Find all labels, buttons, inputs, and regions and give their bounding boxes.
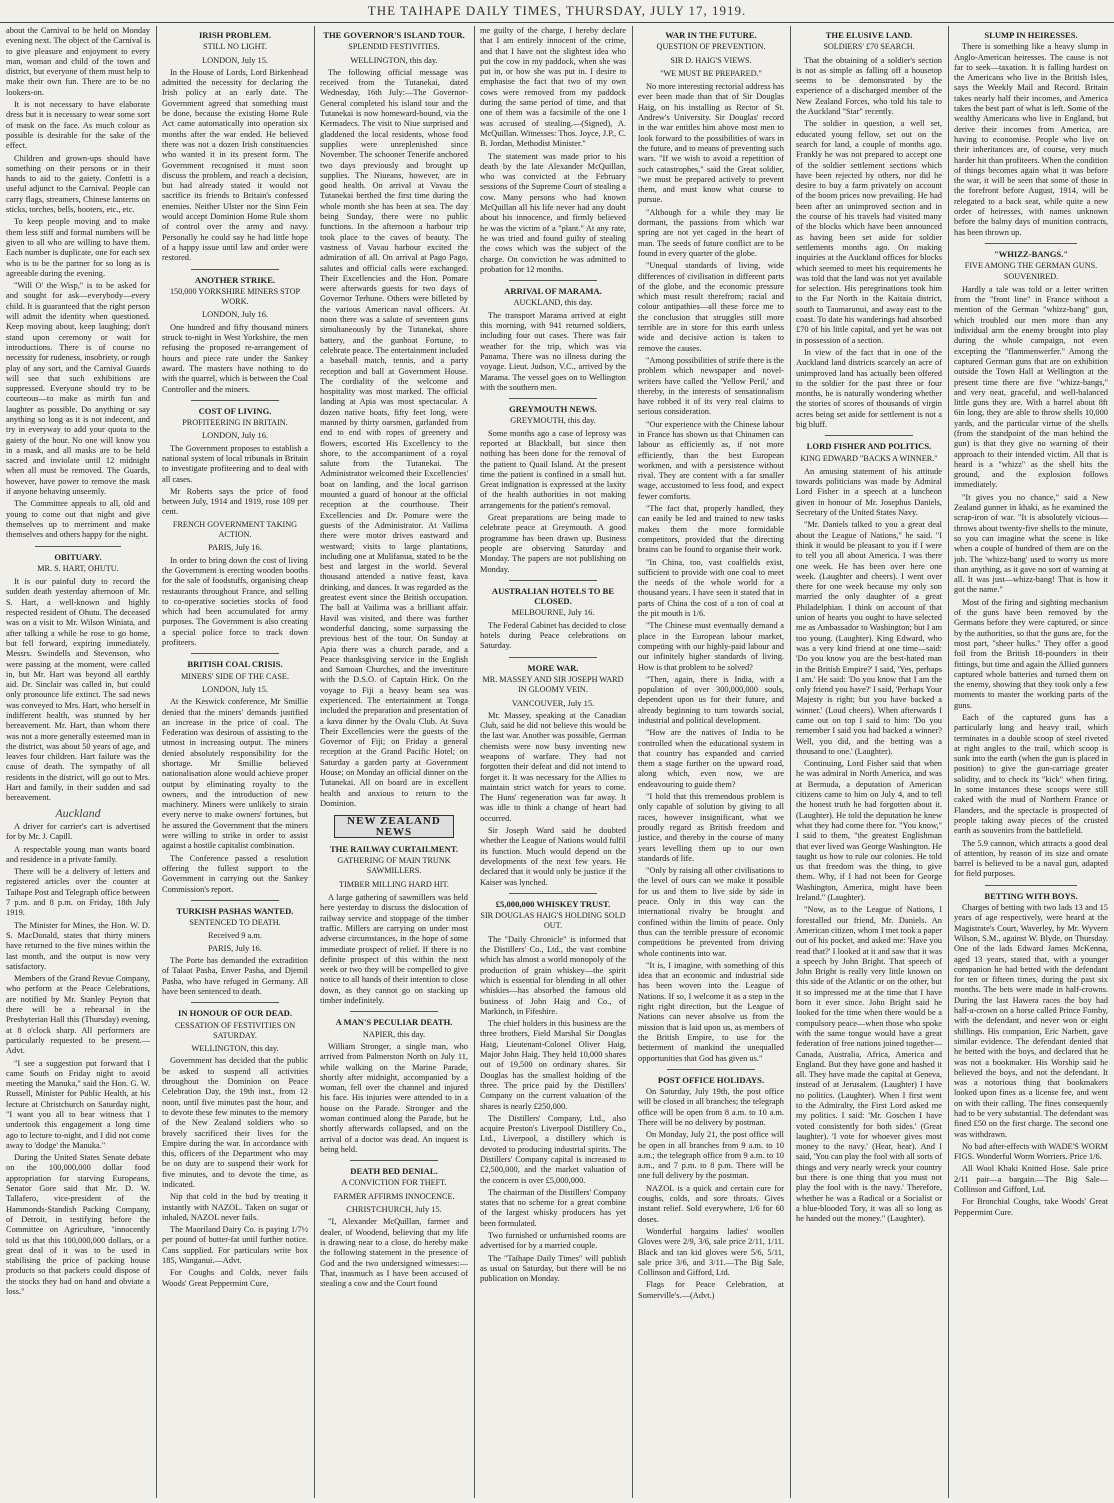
article-divider: [509, 398, 597, 399]
paragraph: Mr Roberts says the price of food between July, 1914 and 1919, rose 109 per cent.: [162, 486, 308, 517]
headline: "WHIZZ-BANGS.": [993, 248, 1069, 259]
paragraph: A large gathering of sawmillers was held here yesterday to discuss the dislocation of railway service and stoppage of the timber traffic. Millers are carrying on under most adverse circumstances, in the hope of some immediate prospect of relief. If there is no definite prospect of this within the next week or two they will be compelled to give notice to all hands of their intention to close down, as they cannot go on stacking up timber indefinitely.: [320, 893, 468, 1006]
advertisement: The "Taihape Daily Times" will publish as usual on Saturday, but there will be no publication on Monday.: [480, 1253, 626, 1284]
subheadline: MINERS' SIDE OF THE CASE.: [180, 671, 289, 681]
advertisement: Members of the Grand Revue Company, who perform at the Peace Celebrations, are notified by Mr. Stanley Peyton that there will be a rehearsal in the Presbyterian Hall this (Thursday) evening, at 8 o'clock sharp. All performers are particularly requested to be present.—Advt.: [6, 974, 150, 1056]
dateline: PARIS, July 16.: [208, 943, 262, 953]
paragraph: Mr. Massey, speaking at the Canadian Club, said he did not believe this would be the last war. Another was possible, German chemists were now busy inventing new weapons of warfare. They had not forgotten their defeat and did not intend to forget it. It was necessary for the Allies to maintain strict watch for years to come. The Huns' regeneration was far away. It was idle to think a change of heart had occurred.: [480, 710, 626, 823]
column-rule: [314, 26, 315, 1498]
subheadline: SIR DOUGLAS HAIG'S HOLDING SOLD OUT.: [480, 911, 626, 931]
masthead: THE TAIHAPE DAILY TIMES, THURSDAY, JULY 17, 1919.: [0, 0, 1114, 23]
paragraph: Government has decided that the public be asked to suspend all activities throughout the Dominion on Peace Celebration Day, the 19th inst., from 12 noon, until five minutes past the hour, and to devote these few minutes to the memory of the New Zealand soldiers who so bravely sacrificed their lives for the Empire during the war. In accordance with this, officers of the Department who may be on duty are to suspend their work for five minutes, and to devote the time, as indicated.: [162, 1056, 308, 1189]
subheadline: "WE MUST BE PREPARED.": [660, 68, 762, 78]
subheadline: QUESTION OF PREVENTION.: [656, 42, 766, 52]
subheadline: MR. S. HART, OHUTU.: [37, 563, 119, 573]
advertisement: No bad after-effects with WADE'S WORM FIGS. Wonderful Worm Worriers. Price 1/6.: [954, 1141, 1108, 1162]
column-rule: [948, 26, 949, 1498]
dateline: CHRISTCHURCH, July 15.: [346, 1205, 442, 1215]
advertisement: A respectable young man wants board and residence in a private family.: [6, 844, 150, 864]
subheadline: FRENCH GOVERNMENT TAKING ACTION.: [172, 519, 298, 540]
paragraph: "I hold that this tremendous problem is only capable of solution by giving to all races, however insignificant, what we proudly regard as British freedom and justice, and thereby in the course of many years levelling them up to our own standards of life.: [638, 792, 784, 863]
paragraph: Some months ago a case of leprosy was reported at Blackball, but since then nothing has been done for the removal of the patient to Quail Island. At the present time the patient is confined in a small hut. Great indignation is expressed at the laxity of the health authorities in not making arrangements for the patient's removal.: [480, 428, 626, 510]
subheadline: TIMBER MILLING HARD HIT.: [339, 879, 449, 889]
paragraph: "It is, I imagine, with something of this idea that an economic and industrial side has been woven into the League of Nations. If so, I welcome it as a step in the right right direction, but the League of Nations can never absolve us from the mission that is laid upon us, as members of the British Empire, to use for the betterment of mankind the unequalled opportunities that God has given us.": [638, 960, 784, 1063]
headline: BRITISH COAL CRISIS.: [187, 659, 283, 670]
column-rule: [790, 26, 791, 1498]
advertisement: NAZOL is a quick and certain cure for coughs, colds, and sore throats. Gives instant relief. Sold everywhere, 1/6 for 60 doses.: [638, 1183, 784, 1224]
advertisement: For Bronchial Coughs, take Woods' Great Peppermint Cure.: [954, 1197, 1108, 1217]
paragraph: "Now, as to the League of Nations, I forestalled our friend, Mr. Daniels. An American citizen, whom I met took a paper out of his pocket, and asked me: 'Have you read that?' I looked at it and saw that it was a speech by John Bright. That speech of John Bright is really very little known on this side of the Atlantic or on the other, but it so impressed me at the time that I have born it ever since. John Bright said he looked for the time when there would be a compulsory peace—when those who spoke with the same tongue would have a great federation of free nations joined together—Canada, Australia, Africa, America and England. But they have gone and hashed it all. They have made the capital at Geneva, instead of at Jerusalem. (Laughter) I have no politics. (Laughter). When I first went to the Admiralty, the First Lord asked me my politics. I said: 'Mr. Goschen I have voted consistently for both sides.' (Great laughter). 'I vote for whoever gives most money to the navy.' (Hear, hear). And I said, 'You can play the fool with all sorts of things and very nearly wreck your country but there is one thing that you must not play the fool with is the navy.' Therefore, whether he was a Radical or a Socialist or a blue-blooded Tory, it was all so long as he handed out the money." (Laughter).: [796, 905, 942, 1224]
subheadline: SENTENCED TO DEATH.: [189, 918, 281, 928]
headline: MORE WAR.: [527, 662, 579, 673]
headline: ANOTHER STRIKE.: [194, 274, 276, 285]
paragraph: Charges of betting with two lads 13 and 15 years of age respectively, were heard at the Magistrate's Court, Waverley, by Mr. Wyvern Wilson, S.M., against W. Blyde, on Thursday. One of the lads Edward James McKenna, aged 13 years, stated that, with a younger companion he had betted with the defendant for ten or fifteen times, during the past six months. The bets were made in half-crowns. During the last Hawera races the boy had half-a-crown on a horse called Prince Fomby, with the defendant, and never won or eight shillings. His companion, Eric Narbett, gave similar evidence. The defendant denied that he betted with the boys, and declared that he was not a bookmaker. His Worship said he believed the boys, and not the defendant. It was a notorious thing that bookmakers looked upon fines as a license fee, and went on with their calling. The fines consequently had to be very substantial. The defendant was fined £50 on the first charge. The second one was withdrawn.: [954, 903, 1108, 1139]
paragraph: about the Carnival to be held on Monday evening next. The object of the Carnival is to give pleasure and enjoyment to every man, woman and child of the town and district, but everyone of them must help to make their own fun. There are to be no lookers-on.: [6, 26, 150, 97]
article-divider: [985, 243, 1077, 244]
paragraph: Most of the firing and sighting mechanism of the guns have been removed by the Germans before they were captured, or since by the authorities, so that the guns are, for the most part, "sheer hulks." They offer a good foil from the British 18-pounders in their fittings, but time and again the Allied gunners captured whole batteries and turned them on the enemy, showing that they took only a few moments to master the working parts of the guns.: [954, 597, 1108, 710]
paragraph: "I, Alexander McQuillan, farmer and dealer, of Woodend, believing that my life is drawing near to a close, do hereby make the following statement in the presence of God and the two undersigned witnesses:—That, inasmuch as I have been accused of stealing a cow and the Court found: [320, 1217, 468, 1289]
headline: LORD FISHER AND POLITICS.: [806, 441, 932, 452]
paragraph: That the obtaining of a soldier's section is not as simple as falling off a housetop seems to be demonstrated by the experience of a discharged member of the New Zealand Forces, who told his tale to the Auckland "Star" recently.: [796, 55, 942, 117]
column-5: [636, 26, 786, 1498]
advertisement: "I see a suggestion put forward that I came South on Friday night to avoid meeting the Manuka," said the Hon. G. W. Russell, Minister for Public Health, at his lecture at Christchurch on Saturday night, "I want you all to bear witness that I undertook this engagement a long time ago to lecture to-night, and I did not come away to 'dodge' the Manuka.": [6, 1058, 150, 1150]
headline: IN HONOUR OF OUR DEAD.: [177, 1008, 293, 1019]
dateline: VANCOUVER, July 15.: [511, 698, 595, 708]
advertisement: Nip that cold in the bud by treating it instantly with NAZOL. Taken on sugar or inhaled, NAZOL never fails.: [162, 1192, 308, 1222]
advertisement: There will be a delivery of letters and registered articles over the counter at Taihape Post and Telegraph office between 7 p.m. and 8 p.m. on Friday, 18th July 1919.: [6, 867, 150, 918]
advertisement: Two furnished or unfurnished rooms are advertised for by a married couple.: [480, 1231, 626, 1251]
dateline: NAPIER, this day.: [362, 1029, 426, 1039]
paragraph: To keep people moving and to make them less stiff and formal numbers will be given to all who are willing to have them. Each number is duplicate, one for each sex who is to be the partner for so long as is agreeable during the evening.: [6, 217, 150, 278]
article-divider: [191, 1002, 279, 1003]
article-divider: [985, 885, 1077, 886]
dateline: AUCKLAND, this day.: [513, 298, 593, 308]
paragraph: The Conference passed a resolution offering the fullest support to the Government in carrying out the Sankey Commission's report.: [162, 853, 308, 894]
article-divider: [509, 280, 597, 281]
headline: WAR IN THE FUTURE.: [665, 30, 757, 40]
subheadline: SPLENDID FESTIVITIES.: [348, 42, 440, 52]
advertisement: Flags for Peace Celebration, at Somerville's.—(Advt.): [638, 1280, 784, 1300]
headline: BETTING WITH BOYS.: [984, 890, 1078, 901]
column-3: [318, 26, 470, 1498]
headline: THE GOVERNOR'S ISLAND TOUR.: [323, 30, 465, 40]
paragraph: "Although for a while they may lie dormant, the passions from which war spring are not yet caged in the heart of man. The seeds of future conflict are to be found in every quarter of the globe.: [638, 207, 784, 258]
section-banner: NEW ZEALAND NEWS: [334, 815, 454, 838]
paragraph: "Among possibilities of strife there is the problem which newspaper and novel-writers have called the 'Yellow Peril,' and thereby, in the interests of sensationalism have robbed it of its very real claims to serious consideration.: [638, 355, 784, 417]
paragraph: An amusing statement of his attitude towards politicians was made by Admiral Lord Fisher in a speech at a luncheon given in honour of Mr. Josephus Daniels, Secretary of the United States Navy.: [796, 466, 942, 518]
subheadline: SIR D. HAIG'S VIEWS.: [670, 55, 752, 65]
paragraph: The soldier in question, a well set, educated young fellow, set out on the search for land, a couple of months ago. Frankly he was not prepared to accept one of the soldier settlement sections which have been rejected by others, nor did he desire to buy a farm privately on account of the boom prices now prevailing. He had been after an unimproved section and in the course of his travels had visited many of the blocks which have been announced as having been set aside for soldier settlements months ago. On making inquiries at the Auckland offices for blocks which seemed to meet his requirements he was told that the land was not yet available for selection. His peregrinations took him to the Far North in the Kaitaia district, south to Taumarunui, and away east to the coast. To date his wanderings had absorbed £70 of his little capital, and yet he was not in possession of a section.: [796, 119, 942, 345]
headline: OBITUARY.: [54, 551, 102, 562]
paragraph: There is something like a heavy slump in Anglo-American heiresses. The cause is not far to seek—taxation. It is falling hardest on the Americans who live in the British Isles, says the Weekly Mail and Record. Britain takes nearly half their incomes, and America takes the best part of what is left. Some of the wealthy Americans who live in England, but derive their incomes from America, are having to economise. People who live on their inheritances are, of course, very much harder hit than profiteers. When the condition of things becomes again what it was before the war, it will be seen that some of those in the forefront before August, 1914, will be relegated to a back seat, while quite a new order of heiresses, with names unknown before the balmy days of munition contracts, has been thrown up.: [954, 42, 1108, 237]
article-divider: [509, 657, 597, 658]
advertisement: Wonderful bargains ladies' woollen Gloves were 2/9, 3/6, sale price 2/11, 1/11. Black and tan kid gloves were 5/6, 5/11, sale price 3/6, and 3/11.—The Big Sale, Collinson and Gifford, Ltd.: [638, 1226, 784, 1278]
paragraph: "The fact that, properly handled, they can easily be led and trained to new tasks makes them the more formidable competitors, provided that the directing brains can be found to organise their work.: [638, 504, 784, 555]
column-2: [160, 26, 310, 1498]
subheadline: PROFITEERING IN BRITAIN.: [182, 418, 288, 428]
advertisement: For Coughs and Colds, never fails Woods' Great Peppermint Cure,: [162, 1268, 308, 1288]
paragraph: me guilty of the charge, I hereby declare that I am entirely innocent of the crime, and that I have not the slightest idea who put the cow in my paddock, when she was put in, or how she was put in. I desire to emphasise the fact that two of my own cows were removed from my paddock during the same period of time, and that one of them was a facsimile of the one I was accused of stealing.—(Signed), A. McQuillan. Witnesses: Thos. Joyce, J.P., C. B. Jordan, Methodist Minister.": [480, 26, 626, 149]
paragraph: "In China, too, vast coalfields exist, sufficient to provide with one coal to meet the needs of the whole world for a thousand years. I have seen it stated that in parts of China the cost of a ton of coal at the pit mouth is 1/6.: [638, 557, 784, 619]
headline: GREYMOUTH NEWS.: [509, 404, 597, 415]
article-divider: [509, 580, 597, 581]
paragraph: The Federal Cabinet has decided to close hotels during Peace celebrations on Saturday.: [480, 620, 626, 651]
paragraph: The Government proposes to establish a national system of local tribunals in Britain to investigate profiteering and to deal with all cases.: [162, 443, 308, 484]
subheadline: SOLDIERS' £70 SEARCH.: [823, 42, 915, 52]
article-divider: [35, 546, 121, 547]
paragraph: The following official message was received from the Tutanekai, dated Wednesday, 16th July:—The Governor-General completed his island tour and the Tutanekai is now homeward-bound, via the Kermadecs. The visit to Niue surprised and gladdened the local residents, whose food supplies were unreplenished since November. The schooner Tenerife anchored two days previously and brought up supplies. The Niueans, however, are in good health. On arrival at Vavau the Tutanekai berthed the first time during the whole month she has been at sea. The day being Sunday, there were no public functions. In the afternoon a harbour trip took place to the caves of beauty. The vastness of Vavau harbour excited the admiration of all. On arrival at Pago Pago, salutes and official calls were exchanged. Their Excellencies and the Hon. Pomare were afterwards guests for two days of Governor Terhune. Others were billeted by the various American naval officers. At noon there was a salute of seventeen guns simultaneously by the Tutanekai, shore battery, and the gunboat Fortune, to celebrate peace. The entertainment included a baseball match, tennis, and a party reception and ball at Government House. The cordiality of the welcome and hospitality was most marked. The official landing at Apia was most spectacular. A dozen native boats, fifty feet long, were manned by thirty oarsmen, garlanded from end to end with ropes of greenery and flowers, escorted His Excellency to the shore, to the accompaniment of a royal salute from the Tutanekai. The Administrator welcomed their Excellencies' boat on landing, and the local garrison mounted a guard of honour at the official reception at the courthouse. Their Excellencies and Dr. Pomare were the guests of the Administrator. At Vailima there were motor drives eastward and westward; visits to large plantations, including one at Mulifanua, stated to be the best and largest in the world. Several thousand attended a native feast, kava drinking, and dances. It was regarded as the greatest event since the British occupation. The ball at Vailima was a brilliant affair. Havil was visited, and there was further wonderful dancing, some surpassing the previous best of the tour. On Sunday at Apia there was a church parade, and a Peace thanksgiving service in the English and Samoan Churches, and the investiture with the D.S.O. of Captain Hick. On the voyage to Fiji a heavy beam sea was experienced. The entertainment at Tonga included the preparation and presentation of a kava dinner by the Ovalu Club. At Suva Their Excellencies were the guests of the Governor of Fiji; on Friday a general reception at the Grand Pacific Hotel; on Saturday a garden party at Government House; on Monday an official dinner on the Tutanekai. All on board are in excellent health and anxious to return to the Dominion.: [320, 67, 468, 808]
subheadline: CESSATION OF FESTIVITIES ON SATURDAY.: [174, 1020, 296, 1040]
advertisement: All Wool Khaki Knitted Hose. Sale price 2/11 pair—a bargain.—The Big Sale—Collinson and Gifford, Ltd.: [954, 1164, 1108, 1195]
paragraph: William Stronger, a single man, who arrived from Palmerston North on July 11, while walking on the Marine Parade, shortly after midnight, accompanied by a woman, fell over the channel and injured his face. His injuries were attended to in a house on the Parade. Stronger and the woman continued along the Parade, but he shortly afterwards collapsed, and on the arrival of a doctor was dead. An inquest is being held.: [320, 1041, 468, 1154]
paragraph: The transport Marama arrived at eight this morning, with 941 returned soldiers, including four out cases. There was fair weather for the trip, which was via Panama. There was no illness during the voyage. Lieut. Judson, V.C., arrived by the Marama. The vessel goes on to Wellington with the southern men.: [480, 310, 626, 392]
dateline: MELBOURNE, July 16.: [511, 608, 595, 618]
headline: COST OF LIVING.: [198, 405, 272, 416]
dateline: WELLINGTON, this day.: [350, 55, 438, 65]
headline: THE RAILWAY CURTAILMENT.: [329, 843, 459, 854]
dateline: Received 9 a.m.: [208, 931, 262, 941]
headline: DEATH BED DENIAL.: [350, 1166, 438, 1177]
paragraph: No more interesting rectorial address has ever been made than that of Sir Douglas Haig, on his installing as Rector of St. Andrew's University. Sir Douglas' record in the war entitles him above most men to look forward to the possibilities of wars in the future, and to means of preventing such wars. "If we wish to avoid a repetition of such catastrophes," said the Great soldier, "we must be prepared actively to prevent them, and must know what course to pursue.: [638, 82, 784, 205]
headline: IRISH PROBLEM.: [198, 30, 272, 40]
paragraph: "It gives you no chance," said a New Zealand gunner in khaki, as he examined the scrap-iron of war. "It is absolutely vicious—throws about twenty-five shells to the minute, so you can imagine what the scene is like when a couple of hundred of them are on the job. The 'whizz-bang' used to worry us more than anything, as it gave no sort of warning at all. It was just—whizz-bang! That is how it got the name.": [954, 492, 1108, 595]
column-rule: [632, 26, 633, 1498]
column-rule: [156, 26, 157, 1498]
advertisement: A driver for carrier's cart is advertised for by Mr. J. Capill.: [6, 821, 150, 842]
paragraph: In the House of Lords, Lord Birkenhead admitted the necessity for declaring the Irish policy at an early date. The Government agreed that something must be done, because the existing Home Rule Act came automatically into operation six months after the war ended. He believed there was not a dozen Irish constituencies who wanted it in its present form. The Government recognised it must soon discuss the problem, and reach a decision, but had already stated it would not sacrifice its friends to Britain's confessed enemies. Neither Ulster nor the Sinn Fein would accept Dominion Home Rule shorn of control over the army and navy. Personally he could say he had little hope of a happy issue until law and order were restored.: [162, 67, 308, 263]
paragraph: On Monday, July 21, the post office will be open in all branches from 9 a.m. to 10 a.m.; the telegraph office from 9 a.m. to 10 a.m., and 7 p.m. to 8 p.m. There will be one full delivery by the postman.: [638, 1130, 784, 1181]
headline: POST OFFICE HOLIDAYS.: [657, 1074, 765, 1085]
column-4: [478, 26, 628, 1498]
subheadline: 150,000 YORKSHIRE MINERS STOP WORK.: [169, 286, 301, 307]
paragraph: "Then, again, there is India, with a population of over 300,000,000 souls, dependent upon us for their future, and already beginning to turn towards social, industrial and political development.: [638, 674, 784, 725]
paragraph: The chairman of the Distillers' Company states that no scheme for a great combine of the largest whisky producers has yet been formulated.: [480, 1187, 626, 1228]
handwritten-mark: Auckland: [55, 805, 101, 820]
dateline: LONDON, July 16.: [201, 310, 269, 320]
dateline: GREYMOUTH, this day.: [510, 416, 596, 426]
subheadline: A CONVICTION FOR THEFT.: [341, 1178, 447, 1188]
article-divider: [825, 435, 913, 436]
article-divider: [509, 893, 597, 894]
column-1: [4, 26, 152, 1498]
subheadline: KING EDWARD "BACKS A WINNER.": [800, 453, 938, 463]
dateline: PARIS, July 16.: [208, 543, 262, 553]
subheadline: FARMER AFFIRMS INNOCENCE.: [333, 1191, 455, 1201]
paragraph: The "Daily Chronicle" is informed that the Distillers' Co., Ltd., the vast combine which has almost a world monopoly of the production of grain whiskey—the spirit which is essential for blending in all other whiskies—has absorbed the famous old business of John Haig and Co., of Markinch, in Fifeshire.: [480, 934, 626, 1016]
paragraph: The Porte has demanded the extradition of Talaat Pasha, Enver Pasha, and Djemil Pasha, who have refuged in Germany. All have been sentenced to death.: [162, 956, 308, 996]
headline: TURKISH PASHAS WANTED.: [176, 905, 294, 916]
subheadline: MR. MASSEY AND SIR JOSEPH WARD IN GLOOMY VEIN.: [482, 674, 624, 695]
paragraph: "Mr. Daniels talked to you a great deal about the League of Nations," he said. "I think it would be pleasant to you if I were to tell you all about America. I was there one week. He has been over here one week. (Laughter and cheers). I went over there for one week because my only son married the only daughter of a great Philadelphian. I think on account of that union of hearts you ought to have selected me as Ambassador to Washington; but I am too young. (Laughter). King Edward, who was a very kind friend at one time—said: 'Do you know you are the best-hated man in the British Empire?' I said, 'Yes, perhaps I am.' He said: 'Do you know that I am the only friend you have?' I said, 'Perhaps Your Majesty is right; but you have backed a winner.' (Loud cheers). When afterwards I came out on top I said to him: 'Do you remember I said you had backed a winner? Well, you did, and the betting was a thousand to one.' (Laughter).: [796, 520, 942, 756]
paragraph: "Only by raising all other civilisations to the level of ours can we make it possible for us and them to live side by side in peace. Only in this way can the international rivalry be brought and confined within the limits of peace. Only thus can the terrible pressure of economic competitions be prevented from driving whole continents into war.: [638, 866, 784, 958]
paragraph: Continuing, Lord Fisher said that when he was admiral in North America, and was at Bermuda, a deputation of American citizens came to him on July 4, and to tell the honest truth he had forgotten about it. (Laughter). He told the deputation he knew what they had come there for. "You know," I said to them, "the greatest Englishman that ever lived was George Washington. He taught us how to rule our colonies. He told us that freedom was the thing, to give them. Why, if I had not been for George Washington, America, might have been Ireland." (Laughter).: [796, 759, 942, 903]
article-divider: [191, 400, 279, 401]
headline: A MAN'S PECULIAR DEATH.: [335, 1017, 453, 1028]
column-7: [952, 26, 1110, 1498]
advertisement: The Maoriland Dairy Co. is paying 1/7½ per pound of butter-fat until further notice. Cans supplied. For particulars write box 185, Wanganui.—Advt.: [162, 1225, 308, 1266]
advertisement: The Minister for Mines, the Hon. W. D. S. MacDonald, states that thirty miners have returned to the five mines within the last month, and the output is now very satisfactory.: [6, 920, 150, 971]
paragraph: Each of the captured guns has a particularly long and heavy trail, which terminates in a double scoop of steel riveted at right angles to the trail, which scoop is sunk into the earth (when the gun is placed in position) to give the gun-carriage greater solidity, and to check its "kick" when firing. In some instances these scoops were still caked with the mud of Northern France or Flanders, and the spectacle is prospected of people taking away pieces of the crusted earth as souvenirs from the battlefield.: [954, 713, 1108, 836]
article-divider: [191, 269, 279, 270]
paragraph: The statement was made prior to his death by the late Alexander McQuillan, who was convicted at the February sessions of the Supreme Court of stealing a cow. Many persons who had known McQuillan all his life never had any doubt about his innocence, and firmly believed he was the victim of a "plant." At any rate, he was tried and found guilty of stealing the cows which was the subject of the charge. On conviction he was admitted to probation for 12 months.: [480, 151, 626, 274]
paragraph: "The Chinese must eventually demand a place in the European labour market, competing with our highly-paid labour and our infinitely higher standards of living. How is that problem to be solved?: [638, 621, 784, 672]
paragraph: It is not necessary to have elaborate dress but it is necessary to wear some sort of mask on the face. As much colour as possible is desirable for the sake of the effect.: [6, 100, 150, 151]
headline: £5,000,000 WHISKEY TRUST.: [495, 898, 611, 909]
headline: SLUMP IN HEIRESSES.: [984, 30, 1078, 40]
paragraph: It is our painful duty to record the sudden death yesterday afternoon of Mr. S. Hart, a well-known and highly respected resident of Ohutu. The deceased was on a visit to Mr. Wilson Winiata, and after talking a while he rose to go home, but fell forward, expiring immediately. Messrs. Swindells and Stevenson, who were passing at the moment, were called in, but Mr. Hart was beyond all earthly aid. Dr. Sinclair was called in, but could only pronounce life extinct. The sad news was conveyed to Mrs. Hart, who herself in indifferent health, was stunned by her bereavement. Mr. Hart, than whom there was not a more generally esteemed man in the district, was about 50 years of age, and leaves four children. Hart failure was the cause of death. The sympathy of all residents in the district, will go out to Mrs. Hart and family, in their sudden and sad bereavement.: [6, 577, 150, 803]
paragraph: "Will O' the Wisp," is to be asked for and sought for ask—everybody—every child. It is guaranteed that the right person will admit the identity when questioned. Keep moving about, keep laughing; don't stand upon ceremony or wait for introductions. There is of course no necessity for rudeness, insobriety, or rough play of any sort, and the Carnival Guards will see that such exhibitions are suppressed. Everyone should try to be courteous—to make as mirth fun and laughter as possible. Do anything or say anything so long as it is not indecent, and try in everyway to add your quota to the gaiety of the hour. No one will know you in a mask, and all masks are to be held sacred and inviolate until 12 midnight when all must be removed. The Guards, however, have power to remove the mask if anyone behaving unseemly.: [6, 281, 150, 497]
paragraph: On Saturday, July 19th, the post office will be closed in all branches; the telegraph office will be open from 8 a.m. to 10 a.m. There will be no delivery by postman.: [638, 1087, 784, 1127]
article-divider: [191, 900, 279, 901]
headline: AUSTRALIAN HOTELS TO BE CLOSED.: [491, 585, 615, 607]
headline: THE ELUSIVE LAND.: [825, 30, 913, 40]
paragraph: "Our experience with the Chinese labour in France has shown us that Chinamen can labour as efficiently as, if not more efficiently, than the best European workmen, and with a persistence without rival. They are content with a far smaller wage, accustomed to less food, and expect fewer comforts.: [638, 419, 784, 501]
paragraph: In order to bring down the cost of living the Government is erecting wooden booths for the sale of foodstuffs, organising cheap restaurants throughout France, and selling to co-operative societies stocks of food which had been accumulated for army purposes. The Government is also creating a special police force to track down profiteers.: [162, 555, 308, 648]
paragraph: The Committee appeals to all, old and young to come out that night and give themselves up to merriment and make themselves and others happy for the night.: [6, 499, 150, 540]
dateline: WELLINGTON, this day.: [191, 1044, 279, 1054]
headline: ARRIVAL OF MARAMA.: [504, 286, 602, 297]
paragraph: The Distillers' Company, Ltd., also acquire Preston's Liverpool Distillery Co., Ltd., Liverpool, a distillery which is devoted to producing industrial spirits. The Distillers' Company capital is increased to £2,500,000, and the market valuation of the concern is over £5,000,000.: [480, 1113, 626, 1185]
paragraph: The 5.9 cannon, which attracts a good deal of attention, by reason of its size and ornate barrel is believed to be a naval gun, adapted for field purposes.: [954, 838, 1108, 879]
paragraph: "How are the natives of India to be controlled when the educational system in that country has expanded and carried them a stage further on the upward road, along which, even now, we are endeavouring to guide them?: [638, 728, 784, 789]
paragraph: Great preparations are being made to celebrate peace at Greymouth. A good programme has been drawn up. Business people are observing Saturday and Monday. The papers are not publishing on Monday.: [480, 513, 626, 574]
paragraph: One hundred and fifty thousand miners struck to-night in West Yorkshire, the men refusing the proposed re-arrangement of hours and piece rate under the Sankey award. The masters have nothing to do with the quarrel, which is between the Coal Controller and the miners.: [162, 322, 308, 394]
dateline: LONDON, July 16.: [201, 431, 269, 441]
paragraph: Hardly a tale was told or a letter written from the "front line" in France without a mention of the German "whizz-bang" gun, which troubled our men more than any individual arm the enemy brought into play during the whole campaign, not even excepting the "flammenwerfer." Among the captured German guns that are on exhibition outside the Town Hall at Wellington at the present time there are five "whizz-bangs," and very neat, graceful, and well-balanced little guns they are. With a barrel about 8ft 6in long, they are able to throw shells 10,000 yards, and the particular virtue of the shells (from the standpoint of the man behind the gun) is that they give no warning of their approach to their intended victim. All that is heard is a "whizz" as the shell hits the ground, and the explosion follows immediately.: [954, 284, 1108, 490]
article-divider: [667, 1069, 755, 1070]
dateline: LONDON, July 15.: [201, 684, 269, 694]
paragraph: In view of the fact that in one of the Auckland land districts scarcely an acre of unimproved land has actually been offered to the soldier for the past three or four months, he is naturally wondering whether the stories of scores of thousands of virgin acres being set aside for settlement is not a big bluff.: [796, 347, 942, 429]
subheadline: STILL NO LIGHT.: [203, 42, 267, 52]
paragraph: Children and grown-ups should have something on their persons or in their hands to aid to the gaiety. Confetti is a useful adjunct to the Carnival. People can carry flags, streamers, Chinese lanterns on sticks, torches, bells, hooters, etc., etc.: [6, 153, 150, 215]
subheadline: FIVE AMONG THE GERMAN GUNS. SOUVENIRED.: [964, 261, 1098, 281]
paragraph: The chief holders in this business are the three brothers, Field Marshal Sir Douglas Haig, Lieutenant-Colonel Oliver Haig, Major John Haig. They held 10,000 shares out of 19,500 on ordinary shares. Sir Douglas has the smallest holding of the three. The price paid by the Distillers' Company on the current valuation of the shares is nearly £250,000.: [480, 1019, 626, 1111]
column-rule: [474, 26, 475, 1498]
advertisement: During the United States Senate debate on the 100,000,000 dollar food appropriation for starving Europeans, Senator Gore said that Mr. D. W. Tallafero, vice-president of the Hammonds-Standish Packing Company, of Detroit, in testifying before the Committee on Agriculture, "innocently told us that this 100,000,000 dollars, or a great deal of it was to be used in stabilising the price of packing house products so that packers could dispose of the stocks they had on hand and obviate a loss.": [6, 1153, 150, 1297]
article-divider: [191, 653, 279, 654]
article-divider: [350, 1160, 439, 1161]
article-divider: [350, 1011, 439, 1012]
paragraph: At the Keswick conference, Mr Smillie denied that the miners' demands justified an increase in the price of coal. The Federation was desirous of assisting to the utmost in increasing output. The miners denied absolutely responsibility for the shortage. Mr Smillie believed nationalisation alone would achieve proper output by eliminating royalty to the owners, and the introduction of new machinery. Miners were unlikely to strain every nerve to make owners' fortunes, but he assured the Government that the miners were willing to strike in order to assist against a hostile capitalist combination.: [162, 697, 308, 851]
paragraph: "Unequal standards of living, wide differences of civilisation in different parts of the globe, and the economic pressure which must result therefrom; racial and colour antipathies—all these force me to the conclusion that struggles still more terrible are in store for this earth unless wide and decisive action is taken to remove the causes.: [638, 261, 784, 353]
dateline: LONDON, July 15.: [201, 55, 269, 65]
column-6: [794, 26, 944, 1498]
subheadline: GATHERING OF MAIN TRUNK SAWMILLERS.: [337, 856, 451, 876]
paragraph: Sir Joseph Ward said he doubted whether the League of Nations would fulfil its function. Much would depend on the developments of the next few years. He declared that it would only be justice if the Kaiser was lynched.: [480, 826, 626, 887]
